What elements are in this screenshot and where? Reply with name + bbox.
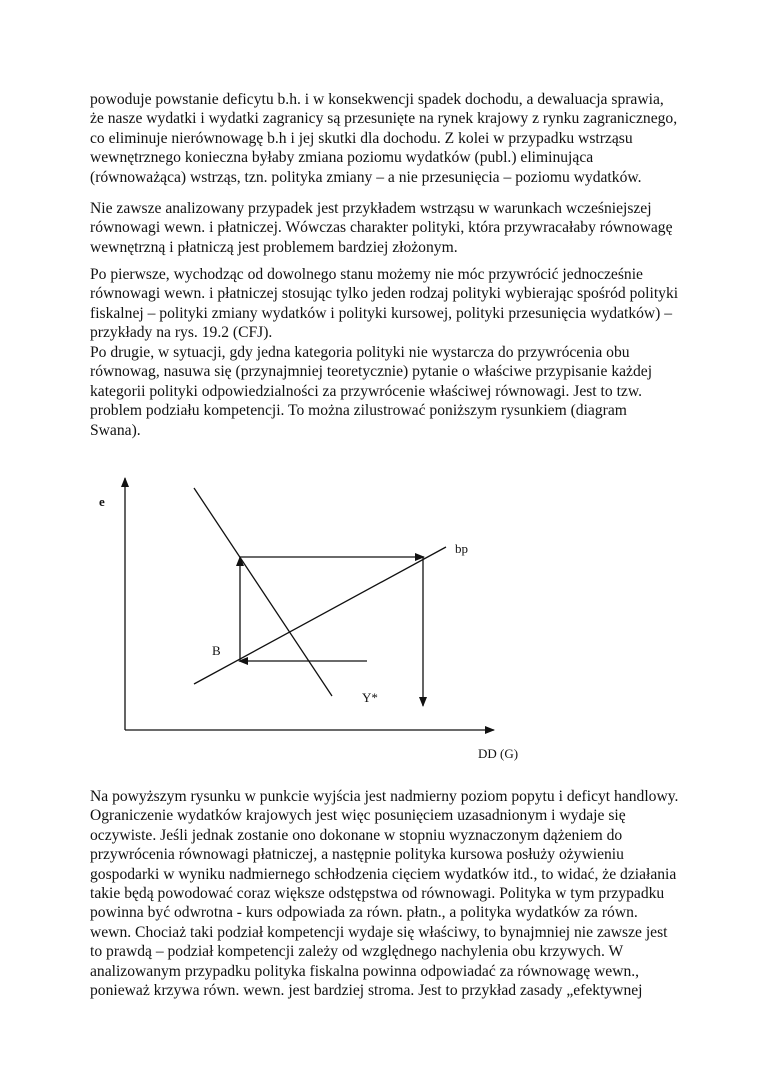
text-line: że nasze wydatki i wydatki zagranicy są przesunięte na rynek krajowy z rynku zagranicznego, [90, 110, 678, 128]
text-line: analizowanym przypadku polityka fiskalna powinna odpowiadać za równowagę wewn., [90, 962, 640, 980]
x-axis-label: DD (G) [478, 746, 519, 761]
text-line: problem podziału kompetencji. To można zilustrować poniższym rysunkiem (diagram [90, 402, 627, 420]
text-line: Po drugie, w sytuacji, gdy jedna kategoria polityki nie wystarcza do przywrócenia obu [90, 344, 630, 361]
y-axis-label: e [99, 494, 105, 509]
internal-balance-label: Y* [362, 690, 378, 705]
text-line: Nie zawsze analizowany przypadek jest przykładem wstrząsu w warunkach wcześniejszej [90, 200, 652, 217]
text-line: to prawdą – podział kompetencji zależy od względnego nachylenia obu krzywych. W [90, 943, 624, 961]
text-line: powinna być odwrotna - kurs odpowiada za równ. płatn., a polityka wydatków za równ. [90, 904, 638, 922]
internal-balance-curve [194, 488, 332, 696]
bp-curve-label: bp [455, 541, 468, 556]
text-line: ponieważ krzywa równ. wewn. jest bardziej stroma. Jest to przykład zasady „efektywnej [90, 982, 643, 1000]
text-line: gospodarki w wyniku nadmiernego schłodzenia cięciem wydatków itd., to widać, że działania [90, 865, 677, 883]
text-line: Ograniczenie wydatków krajowych jest więc posunięciem uzasadnionym i wydaje się [90, 807, 626, 825]
text-line: oczywiste. Jeśli jednak zostanie ono dokonane w stopniu wyznaczonym dążeniem do [90, 826, 623, 844]
bp-curve [194, 547, 446, 684]
text-line: wewnętrzną i płatniczą jest problemem bardziej złożonym. [90, 238, 458, 256]
point-b-label: B [212, 643, 221, 658]
text-line: przykłady na rys. 19.2 (CFJ). [90, 324, 273, 342]
text-line: wewn. Chociaż taki podział kompetencji wydaje się właściwy, to bynajmniej nie zawsze jest [90, 923, 668, 941]
text-line: równowagi wewn. i płatniczej. Wówczas charakter polityki, która przywracałaby równowagę [90, 219, 673, 237]
text-line: (równoważąca) wstrząs, tzn. polityka zmiany – a nie przesunięcia – poziomu wydatków. [90, 168, 642, 186]
text-line: powoduje powstanie deficytu b.h. i w konsekwencji spadek dochodu, a dewaluacja sprawia, [90, 91, 664, 108]
text-line: takie będą powodować coraz większe odstępstwa od równowagi. Polityka w tym przypadku [90, 885, 665, 903]
text-line: fiskalnej – polityki zmiany wydatków i polityki kursowej, polityki przesunięcia wydatków) – [90, 304, 673, 322]
text-line: równowag, nasuwa się (przynajmniej teoretycznie) pytanie o właściwe przypisanie każdej [90, 363, 653, 381]
text-line: Na powyższym rysunku w punkcie wyjścia jest nadmierny poziom popytu i deficyt handlowy. [90, 788, 679, 805]
text-line: kategorii polityki odpowiedzialności za przywrócenie właściwej równowagi. Jest to tzw. [90, 382, 642, 400]
text-line: Po pierwsze, wychodząc od dowolnego stanu możemy nie móc przywrócić jednocześnie [90, 266, 643, 283]
text-line: wewnętrznego konieczna byłaby zmiana poziomu wydatków (publ.) eliminująca [90, 149, 594, 167]
text-line: równowagi wewn. i płatniczej stosując tylko jeden rodzaj polityki wybierając spośród polityki [90, 285, 679, 303]
text-line: Swana). [90, 421, 141, 439]
text-line: przywrócenia równowagi płatniczej, a następnie polityka kursowa posłuży ożywieniu [90, 846, 624, 864]
text-line: co eliminuje nierównowagę b.h i jej skutki dla dochodu. Z kolei w przypadku wstrząsu [90, 129, 633, 147]
